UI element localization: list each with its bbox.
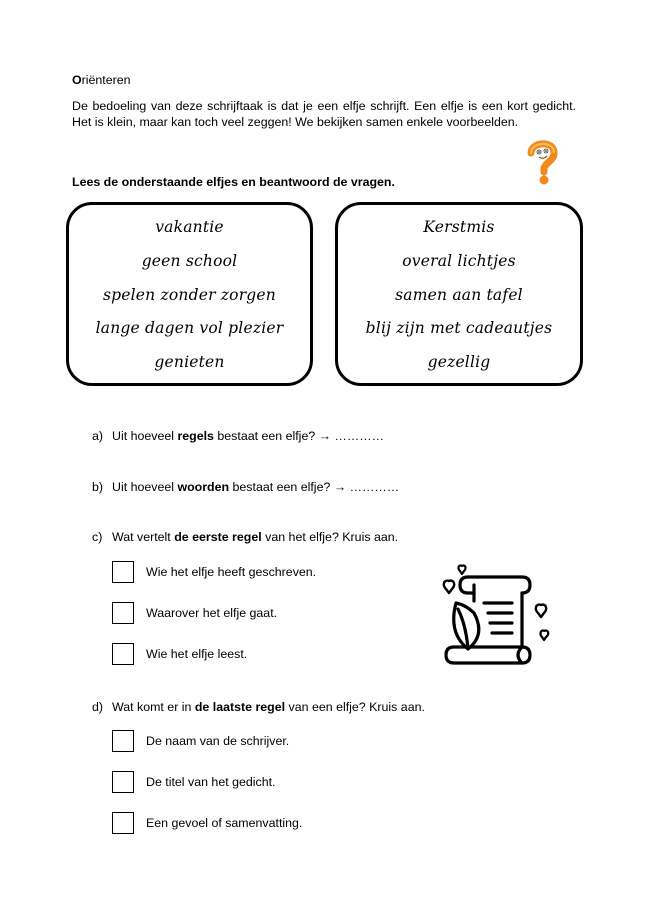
question-label: d) [92,700,104,714]
question-keyword: woorden [177,480,230,494]
question-text: van een elfje? Kruis aan. [285,700,425,714]
question-text: Wat vertelt [112,530,175,544]
question-label: b) [92,480,104,494]
heading-initial: O [72,73,82,87]
question-keyword: regels [177,429,214,443]
option-label: Waarover het elfje gaat. [146,606,278,620]
poem-line: samen aan tafel [395,286,523,304]
question-label: a) [92,429,104,443]
poem-line: overal lichtjes [402,252,516,270]
option-label: Wie het elfje heeft geschreven. [146,565,317,579]
option-checkbox[interactable] [112,730,134,752]
option-checkbox[interactable] [112,812,134,834]
poem-box-vakantie [66,202,313,386]
scroll-quill-icon [438,563,556,677]
poem-line: blij zijn met cadeautjes [365,319,553,337]
poem-line: gezellig [427,353,491,371]
option-label: De titel van het gedicht. [146,775,276,789]
option-checkbox[interactable] [112,561,134,583]
heading-rest: riënteren [81,73,131,87]
option-label: Wie het elfje leest. [146,647,248,661]
question-text-answer-blank[interactable]: bestaat een elfje? → ………… [229,480,400,494]
question-a [92,429,384,443]
option-label: Een gevoel of samenvatting. [146,816,303,830]
instruction-text: Lees de onderstaande elfjes en beantwoord de vragen. [72,175,395,189]
poem-line: vakantie [155,218,224,236]
poem-line: Kerstmis [423,218,495,236]
question-d [92,700,425,714]
question-text: van het elfje? Kruis aan. [261,530,399,544]
poem-line: geen school [141,252,238,270]
option-checkbox[interactable] [112,771,134,793]
question-label: c) [92,530,103,544]
intro-paragraph: De bedoeling van deze schrijftaak is dat je een elfje schrijft. Een elfje is een kort gedicht. Het is klein, maar kan toch veel zeggen! We bekijken samen enkele voorbeelden. [72,99,576,129]
question-mark-icon [522,138,562,186]
option-checkbox[interactable] [112,643,134,665]
section-heading [72,73,131,87]
poem-line: lange dagen vol plezier [95,319,284,337]
poem-line: spelen zonder zorgen [103,286,276,304]
option-checkbox[interactable] [112,602,134,624]
question-keyword: de eerste regel [174,530,262,544]
question-text: Wat komt er in [112,700,195,714]
question-c [92,530,398,544]
poem-box-kerstmis [335,202,583,386]
question-text: Uit hoeveel [112,429,178,443]
poem-line: genieten [154,353,225,371]
option-label: De naam van de schrijver. [146,734,290,748]
question-b [92,480,399,494]
question-text: Uit hoeveel [112,480,178,494]
question-keyword: de laatste regel [194,700,286,714]
question-text-answer-blank[interactable]: bestaat een elfje? → ………… [213,429,385,443]
